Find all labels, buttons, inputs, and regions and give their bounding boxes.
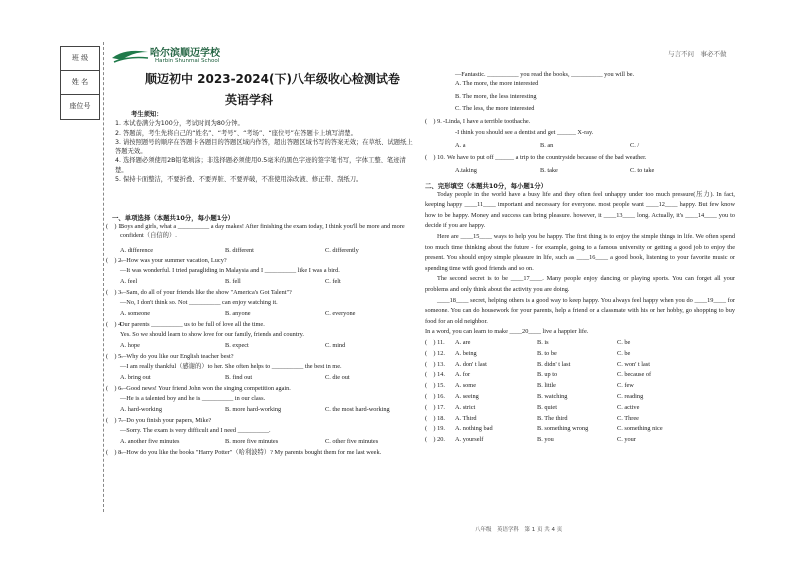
question-stem: —Good news! Your friend John won the singing competition again. bbox=[120, 385, 291, 392]
question-number: ( ) 10. bbox=[425, 153, 445, 161]
cloze-option-row bbox=[425, 381, 735, 392]
option-a[interactable]: A. being bbox=[455, 349, 477, 357]
question-number: ( ) 9. bbox=[425, 117, 442, 125]
question-stem: —He is a talented boy and he is __________ in our class. bbox=[120, 395, 266, 402]
question-number: ( ) 1. bbox=[106, 223, 123, 230]
section-1-heading: 一、单项选择（本题共10分，每小题1分） bbox=[112, 214, 234, 222]
option-c[interactable]: C. reading bbox=[617, 392, 644, 400]
school-name-en: Harbin Shunmai School bbox=[155, 58, 220, 64]
seat-label: 座位号 bbox=[69, 102, 91, 110]
school-motto: 与言不问 事必不做 bbox=[668, 51, 727, 58]
option-c[interactable]: C. because of bbox=[617, 371, 652, 379]
question-item bbox=[106, 222, 416, 256]
option-c[interactable]: C. to take bbox=[630, 166, 655, 174]
page-footer: 八年级 英语学科 第 1 页 共 4 页 bbox=[475, 527, 563, 533]
question-stem: -Linda, I have a terrible toothache. bbox=[443, 117, 531, 125]
option-b[interactable]: B. The third bbox=[537, 414, 568, 422]
option-b[interactable]: B. take bbox=[540, 166, 558, 174]
question-number: ( ) 2. bbox=[106, 257, 123, 264]
option-b[interactable]: B. an bbox=[540, 141, 554, 149]
option-a[interactable]: A. don' t last bbox=[455, 360, 487, 368]
question-number: ( ) 15. bbox=[425, 382, 445, 390]
option-b[interactable]: B. find out bbox=[225, 374, 253, 381]
option-c[interactable]: C. won' t last bbox=[617, 360, 650, 368]
exam-notice bbox=[115, 110, 415, 184]
option-c[interactable]: C. die out bbox=[325, 374, 350, 381]
cloze-option-row bbox=[425, 424, 735, 435]
question-stem: —Do you finish your papers, Mike? bbox=[120, 417, 212, 424]
question-stem: Boys and girls, what a __________ a day makes! After finishing the exam today, I think you'll be more and more confident（自信的）. bbox=[120, 223, 405, 240]
question-number: ( ) 6. bbox=[106, 385, 123, 392]
notice-item: 2. 答题前，考生先将自己的“姓名”、“考号”、“考场”、“座位号”在答题卡上填写清楚。 bbox=[115, 129, 357, 137]
option-b[interactable]: B. you bbox=[537, 436, 554, 444]
exam-subject: 英语学科 bbox=[225, 93, 274, 107]
cloze-paragraph: The second secret is to be ____17____. Many people enjoy dancing or playing sports. You can forget all your problems and only think about the activity you are doing. bbox=[425, 275, 735, 293]
option-c[interactable]: C. be bbox=[617, 338, 631, 346]
question-number: ( ) 18. bbox=[425, 414, 445, 422]
option-a[interactable]: A. a bbox=[455, 141, 466, 149]
cloze-paragraph: Here are ____15____ ways to help you be happy. The first thing is to enjoy the simple things in life. We often spend too much time thinking about the future - for example, going to a famous university or getting a good job to enjoy the present. You should enjoy simple pleasure in life, such as ____16____ a good book, listening to your favorite music or spending time with good friends and so on. bbox=[425, 233, 735, 272]
option-c[interactable]: C. / bbox=[630, 141, 640, 149]
question-item bbox=[106, 448, 416, 474]
cloze-options bbox=[425, 338, 735, 446]
cloze-paragraph: In a word, you can learn to make ____20____ live a happier life. bbox=[425, 328, 589, 336]
section-2-heading: 二、完形填空（本题共10分，每小题1分） bbox=[425, 181, 547, 190]
notice-item: 4. 选择题必须使用2B铅笔填涂；非选择题必须使用0.5毫米的黑色字迹的签字笔书写，字体工整、笔迹清楚。 bbox=[115, 157, 406, 174]
cloze-option-row bbox=[425, 349, 735, 360]
option-a[interactable]: A. someone bbox=[120, 310, 151, 317]
cloze-option-row bbox=[425, 435, 735, 446]
option-a[interactable]: A. are bbox=[455, 338, 471, 346]
option-b[interactable]: B. to be bbox=[537, 349, 557, 357]
option-a[interactable]: A. some bbox=[455, 382, 476, 390]
student-info-box bbox=[60, 46, 100, 120]
cloze-paragraph: Today people in the world have a busy life and they often feel unhappy under too much pressure(压力). In fact, keeping happy ____11____ important and necessary for everyone. most people want ____12____ happy. But few know how to be happy. Money and success can bring pleasure. however, it ____13____ long. Actually, it's ____14____ you to decide if you are happy. bbox=[425, 190, 735, 230]
option-b[interactable]: B. The more, the less interesting bbox=[455, 92, 537, 100]
option-a[interactable]: A. yourself bbox=[455, 436, 484, 444]
notice-item: 3. 请按照题号的顺序在答题卡各题目的答题区域内作答，超出答题区域书写的答案无效；在草纸、试题纸上答题无效。 bbox=[115, 138, 413, 156]
cloze-option-row bbox=[425, 392, 735, 403]
question-number: ( ) 3. bbox=[106, 289, 123, 296]
question-number: ( ) 19. bbox=[425, 425, 445, 433]
question-item bbox=[106, 416, 416, 448]
question-number: ( ) 8. bbox=[106, 449, 123, 456]
option-b[interactable]: B. expect bbox=[225, 342, 249, 349]
binding-line bbox=[103, 42, 104, 512]
option-a[interactable]: A. The more, the more interested bbox=[455, 80, 539, 88]
option-b[interactable]: B. fell bbox=[225, 278, 241, 285]
cloze-option-row bbox=[425, 370, 735, 381]
option-a[interactable]: A. difference bbox=[120, 247, 154, 254]
question-number: ( ) 4. bbox=[106, 321, 123, 328]
question-stem: Our parents __________ us to be full of love all the time. bbox=[120, 321, 265, 328]
question-item bbox=[106, 256, 416, 288]
cloze-option-row bbox=[425, 403, 735, 414]
notice-item: 5. 保持卡面整洁，不要折叠、不要弄脏、不要弄破，不准使用涂改液、修正带、刮纸刀。 bbox=[115, 176, 363, 184]
question-number: ( ) 12. bbox=[425, 349, 445, 357]
option-c[interactable]: C. few bbox=[617, 382, 634, 390]
option-a[interactable]: A. another five minutes bbox=[120, 438, 180, 445]
right-column bbox=[425, 70, 735, 446]
notice-item: 1. 本试卷满分为100分，考试时间为80分钟。 bbox=[115, 120, 244, 128]
cloze-paragraph: ____18____ secret, helping others is a good way to keep happy. You always feel happy when you do ____19____ for someone. You can do housework for your parents, help a friend or a classmate with his or her hobby, go shopping to buy food for an old neighbor. bbox=[425, 296, 735, 325]
option-a[interactable]: A. feel bbox=[120, 278, 138, 285]
option-c[interactable]: C. mind bbox=[325, 342, 346, 349]
option-c[interactable]: C. other five minutes bbox=[325, 438, 379, 445]
question-number: ( ) 17. bbox=[425, 403, 445, 411]
option-a[interactable]: A. for bbox=[455, 371, 471, 379]
option-a[interactable]: A. nothing bad bbox=[455, 425, 493, 433]
option-b[interactable]: B. anyone bbox=[225, 310, 251, 317]
option-b[interactable]: B. more five minutes bbox=[225, 438, 279, 445]
question-stem: —Why do you like our English teacher best? bbox=[120, 353, 234, 360]
question-number: ( ) 13. bbox=[425, 360, 445, 368]
mc-questions bbox=[106, 222, 416, 474]
question-stem: —Fantastic. __________ you read the books, __________ you will be. bbox=[455, 71, 635, 78]
question-stem: —Sam, do all of your friends like the show "America's Got Talent"? bbox=[120, 289, 292, 296]
cloze-option-row bbox=[425, 360, 735, 371]
question-stem: —How do you like the books "Harry Potter"（哈利波特）? My parents bought them for me last week. bbox=[120, 449, 382, 456]
name-label: 姓 名 bbox=[61, 71, 99, 95]
question-stem: —It was wonderful. I tried paragliding in Malaysia and I __________ like I was a bird. bbox=[120, 267, 340, 274]
option-c[interactable]: C. be bbox=[617, 349, 631, 357]
option-b[interactable]: B. up to bbox=[537, 371, 558, 379]
option-b[interactable]: B. more hard-working bbox=[225, 406, 282, 413]
option-a[interactable]: A. strict bbox=[455, 403, 476, 411]
option-a[interactable]: A. Third bbox=[455, 414, 477, 422]
question-number: ( ) 14. bbox=[425, 371, 445, 379]
option-c[interactable]: C. active bbox=[617, 403, 640, 411]
option-b[interactable]: B. watching bbox=[537, 392, 568, 400]
question-number: ( ) 20. bbox=[425, 436, 445, 444]
option-a[interactable]: A. hard-working bbox=[120, 406, 162, 413]
question-stem: -I think you should see a dentist and get ______ X-ray. bbox=[455, 128, 594, 136]
option-a[interactable]: A. bring out bbox=[120, 374, 151, 381]
question-number: ( ) 5. bbox=[106, 353, 123, 360]
option-c[interactable]: C. The less, the more interested bbox=[455, 105, 535, 113]
option-c[interactable]: C. everyone bbox=[325, 310, 356, 317]
question-item bbox=[106, 288, 416, 320]
question-stem: —Sorry. The exam is very difficult and I need __________. bbox=[120, 427, 271, 434]
question-number: ( ) 7. bbox=[106, 417, 123, 424]
cloze-option-row bbox=[425, 414, 735, 425]
question-number: ( ) 16. bbox=[425, 392, 445, 400]
question-item bbox=[425, 153, 735, 179]
notice-heading: 考生须知： bbox=[131, 111, 163, 118]
option-a[interactable]: A.taking bbox=[455, 166, 477, 174]
option-b[interactable]: B. something wrong bbox=[537, 425, 589, 433]
option-c[interactable]: C. the most hard-working bbox=[325, 406, 390, 413]
school-name: 哈尔滨顺迈学校 bbox=[150, 48, 220, 59]
cloze-option-row bbox=[425, 338, 735, 349]
question-stem: Yes. So we should learn to show love for our family, friends and country. bbox=[120, 331, 304, 338]
option-a[interactable]: A. hope bbox=[120, 342, 140, 349]
option-b[interactable]: B. quiet bbox=[537, 403, 557, 411]
question-stem: We have to put off ______ a trip to the countryside because of the bad weather. bbox=[447, 153, 647, 161]
option-b[interactable]: B. is bbox=[537, 338, 549, 346]
question-item bbox=[106, 384, 416, 416]
class-label: 班 级 bbox=[61, 47, 99, 71]
option-b[interactable]: B. different bbox=[225, 247, 254, 254]
question-stem: —No, I don't think so. Not __________ can enjoy watching it. bbox=[120, 299, 278, 306]
option-c[interactable]: C. your bbox=[617, 436, 636, 444]
exam-title: 顺迈初中 2023-2024(下)八年级收心检测试卷 bbox=[145, 72, 400, 86]
option-c[interactable]: C. differently bbox=[325, 247, 359, 254]
option-b[interactable]: B. little bbox=[537, 382, 556, 390]
school-logo-icon bbox=[110, 44, 150, 66]
option-c[interactable]: C. felt bbox=[325, 278, 341, 285]
question-item bbox=[425, 117, 735, 153]
option-b[interactable]: B. didn' t last bbox=[537, 360, 571, 368]
question-number: ( ) 11. bbox=[425, 338, 445, 346]
question-item bbox=[106, 352, 416, 384]
option-a[interactable]: A. seeing bbox=[455, 392, 479, 400]
question-item bbox=[106, 320, 416, 352]
question-stem: —I am really thankful（感谢的）to her. She often helps to __________ the best in me. bbox=[120, 363, 342, 370]
option-c[interactable]: C. Three bbox=[617, 414, 639, 422]
question-stem: —How was your summer vacation, Lucy? bbox=[120, 257, 227, 264]
option-c[interactable]: C. something nice bbox=[617, 425, 663, 433]
